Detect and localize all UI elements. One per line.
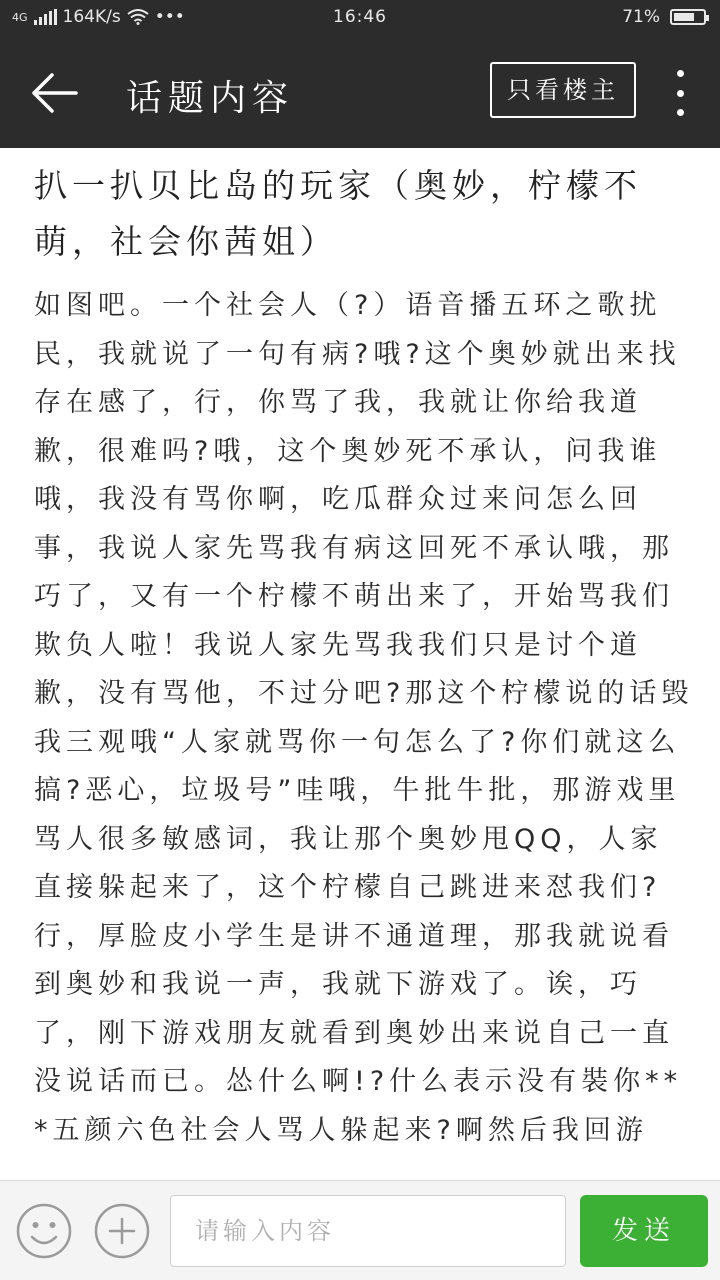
more-menu-icon[interactable] bbox=[670, 70, 690, 116]
post-content[interactable] bbox=[0, 148, 720, 1180]
add-attachment-icon[interactable] bbox=[94, 1203, 150, 1259]
battery-percent: 71% bbox=[622, 7, 660, 27]
post-body: 如图吧。一个社会人（?）语音播五环之歌扰民，我就说了一句有病?哦?这个奥妙就出来找存在感了，行，你骂了我，我就让你给我道歉，很难吗?哦，这个奥妙死不承认，问我谁哦，我没有骂你啊，吃瓜群众过来问怎么回事，我说人家先骂我有病这回死不承认哦，那巧了，又有一个柠檬不萌出来了，开始骂我们欺负人啦！我说人家先骂我我们只是讨个道歉，没有骂他，不过分吧?那这个柠檬说的话毁我三观哦“人家就骂你一句怎么了?你们就这么搞?恶心，垃圾号”哇哦，牛批牛批，那游戏里骂人很多敏感词，我让那个奥妙甩QQ，人家直接躲起来了，这个柠檬自己跳进来怼我们?行，厚脸皮小学生是讲不通道理，那我就说看到奥妙和我说一声，我就下游戏了。诶，巧了，刚下游戏朋友就看到奥妙出来说自己一直没说话而已。怂什么啊!?什么表示没有裝你***五颜六色社会人骂人躲起来?啊然后我回游 bbox=[34, 290, 694, 1146]
network-label: 4G bbox=[12, 10, 28, 24]
page-title: 话题内容 bbox=[126, 78, 295, 119]
battery-icon bbox=[670, 9, 706, 25]
network-speed: 164K/s bbox=[62, 7, 121, 27]
clock: 16:46 bbox=[333, 7, 387, 27]
status-bar bbox=[0, 0, 720, 36]
battery-fill bbox=[674, 13, 694, 21]
emoji-icon[interactable] bbox=[16, 1203, 72, 1259]
status-right bbox=[622, 7, 706, 27]
composer-bar bbox=[0, 1180, 720, 1280]
back-arrow-icon[interactable] bbox=[28, 66, 82, 120]
send-button[interactable]: 发送 bbox=[580, 1195, 708, 1267]
only-host-button[interactable]: 只看楼主 bbox=[490, 62, 636, 118]
more-status-icon: ••• bbox=[154, 7, 185, 27]
app-header bbox=[0, 36, 720, 148]
comment-input[interactable]: 请输入内容 bbox=[170, 1195, 566, 1267]
post-title: 扒一扒贝比岛的玩家（奥妙，柠檬不萌，社会你茜姐） bbox=[34, 166, 642, 261]
